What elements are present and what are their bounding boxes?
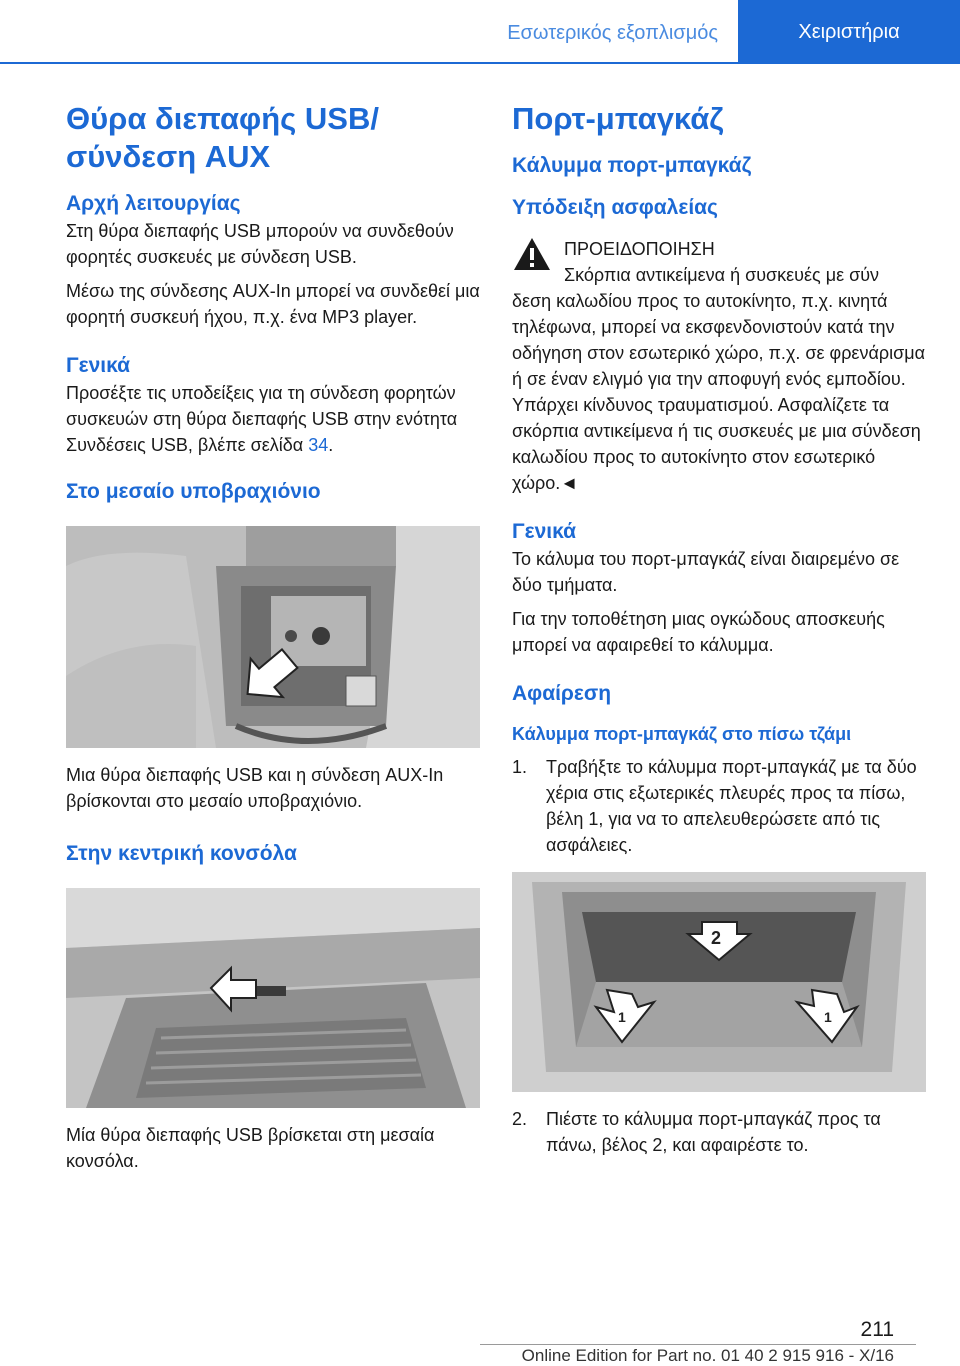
warning-triangle-icon: [512, 236, 552, 272]
step-number: 2.: [512, 1109, 528, 1129]
safety-heading: Υπόδειξη ασφαλείας: [512, 196, 718, 219]
page-header: [0, 0, 960, 64]
header-chapter-tab: Χειριστήρια: [738, 0, 960, 64]
right-column: [512, 100, 926, 1158]
general-text: Προσέξτε τις υποδείξεις για τη σύνδεση φορητών συσκευών στη θύρα διεπαφής USB στην ενότητα Συνδέσεις USB, βλέπε σελίδα: [66, 383, 458, 455]
header-section-title: Εσωτερικός εξοπλισμός: [507, 22, 718, 44]
step-number: 1.: [512, 757, 528, 777]
warning-label: ΠΡΟΕΙΔΟΠΟΙΗΣΗ: [564, 239, 715, 259]
general-heading-left: Γενικά: [66, 354, 131, 377]
header-divider: [0, 62, 960, 64]
warning-text: δεση καλωδίου προς το αυτοκίνητο, π.χ. κινητά τηλέφωνα, μπορεί να εκσφενδονιστούν κατά την οδήγηση στον εσωτερικό χώρο, π.χ. σε φρενάρισμα ή σε έναν ελιγμό για την αποφυγή ενός εμποδίου. Υπάρχει κίνδυνος τραυματισμού. Ασφαλίζετε τα σκόρπια αντικείμενα ή τις συσκευές με μια σύνδεση καλωδίου προς το αυτοκίνητο στον εσωτερικό χώρο.◄: [512, 291, 925, 493]
general-heading-right: Γενικά: [512, 520, 577, 543]
usb-aux-title-line2: σύνδεση AUX: [66, 139, 271, 174]
left-column: [66, 100, 480, 1174]
removal-heading: Αφαίρεση: [512, 682, 612, 705]
trunk-cover-subtitle: Κάλυμμα πορτ-μπαγκάζ: [512, 154, 752, 177]
warning-block: [512, 236, 926, 496]
armrest-usb-photo: [66, 526, 480, 748]
principle-paragraph-1: Στη θύρα διεπαφής USB μπορούν να συνδεθούν φορητές συσκευές με σύνδεση USB.: [66, 221, 454, 267]
warning-text-first: Σκόρπια αντικείμενα ή συσκευές με σύν: [564, 265, 880, 285]
step-2: [512, 1106, 926, 1158]
general-text-end: .: [328, 435, 334, 455]
general-paragraph-left: [66, 380, 480, 458]
console-caption: Μία θύρα διεπαφής USB βρίσκεται στη μεσαία κονσόλα.: [66, 1125, 435, 1171]
step-1: [512, 754, 926, 858]
arrow-label-1-right: 1: [824, 1009, 832, 1025]
footer-edition: Online Edition for Part no. 01 40 2 915 916 - X/16: [521, 1346, 894, 1365]
general-paragraph-right-2: Για την τοποθέτηση μιας ογκώδους αποσκευής μπορεί να αφαιρεθεί το κάλυμμα.: [512, 609, 885, 655]
usb-aux-title: [66, 100, 480, 176]
arrow-label-2: 2: [711, 928, 722, 948]
arrow-label-1-left: 1: [618, 1009, 626, 1025]
armrest-caption: Μια θύρα διεπαφής USB και η σύνδεση AUX-In βρίσκονται στο μεσαίο υποβραχιόνιο.: [66, 765, 444, 811]
principle-heading: Αρχή λειτουργίας: [66, 192, 241, 215]
armrest-heading: Στο μεσαίο υποβραχιόνιο: [66, 480, 321, 503]
page-reference-link[interactable]: 34: [308, 435, 329, 455]
page-number: 211: [860, 1318, 894, 1341]
usb-aux-title-line1: Θύρα διεπαφής USB/: [66, 101, 379, 136]
removal-subheading: Κάλυμμα πορτ-μπαγκάζ στο πίσω τζάμι: [512, 724, 852, 744]
console-usb-photo: [66, 888, 480, 1108]
principle-paragraph-2: Μέσω της σύνδεσης AUX-In μπορεί να συνδεθεί μια φορητή συσκευή ήχου, π.χ. ένα MP3 player.: [66, 281, 480, 327]
step-text: Πιέστε το κάλυμμα πορτ-μπαγκάζ προς τα πάνω, βέλος 2, και αφαιρέστε το.: [546, 1109, 881, 1155]
step-text: Τραβήξτε το κάλυμμα πορτ-μπαγκάζ με τα δύο χέρια στις εξωτερικές πλευρές προς τα πίσω, βέλη 1, για να το απελευθερώσετε από τις ασφάλειες.: [546, 757, 917, 855]
general-paragraph-right-1: Το κάλυμα του πορτ-μπαγκάζ είναι διαιρεμένο σε δύο τμήματα.: [512, 549, 900, 595]
trunk-cover-photo: [512, 872, 926, 1092]
trunk-title: Πορτ-μπαγκάζ: [512, 101, 724, 136]
console-heading: Στην κεντρική κονσόλα: [66, 842, 297, 865]
footer-divider: [480, 1344, 916, 1345]
